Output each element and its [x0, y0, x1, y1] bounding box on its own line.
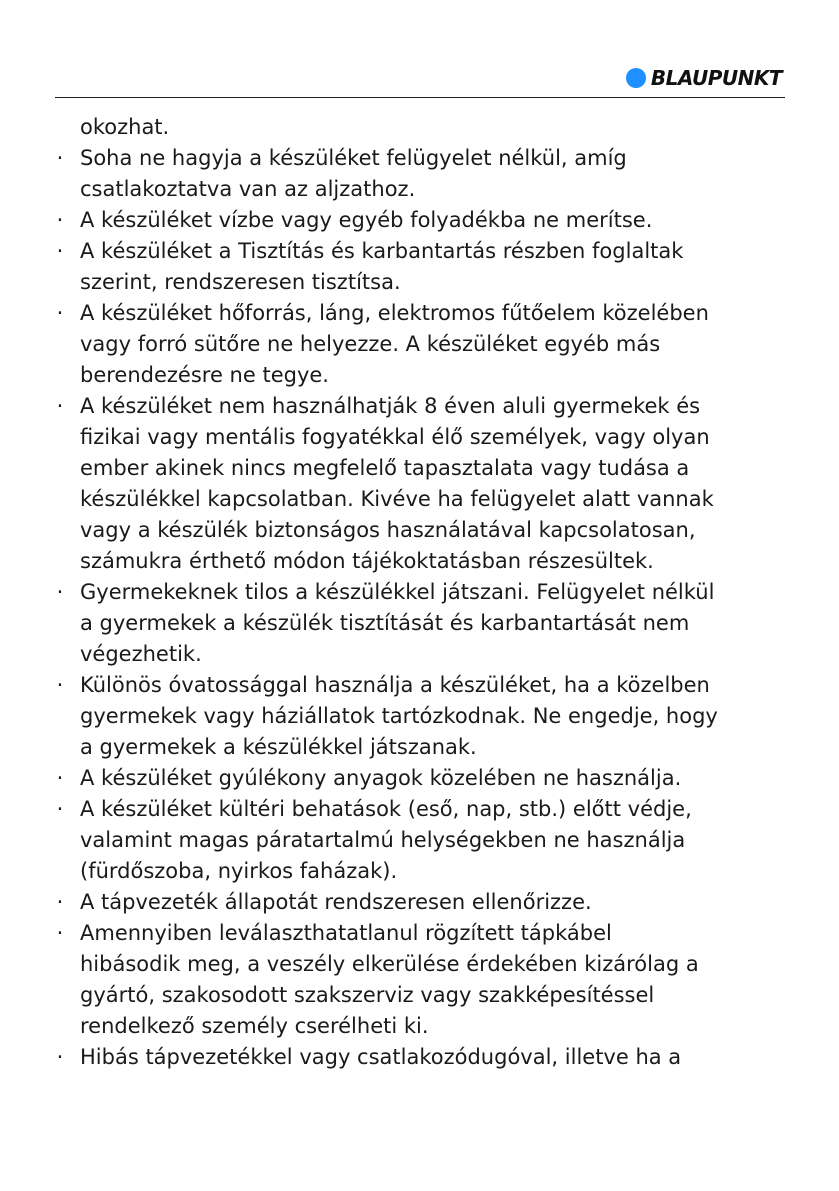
- bullet-text: A készüléket a Tisztítás és karbantartás részben foglaltak szerint, rendszeresen tisztítsa.: [80, 239, 684, 294]
- bullet-text: A készüléket hőforrás, láng, elektromos fűtőelem közelében vagy forró sütőre ne helyezze. A készüléket egyéb más berendezésre ne tegye.: [80, 301, 709, 387]
- bullet-item: [55, 794, 790, 887]
- bullet-dot-icon: ·: [56, 673, 64, 697]
- bullet-text: Hibás tápvezetékkel vagy csatlakozódugóval, illetve ha a: [80, 1045, 682, 1069]
- bullet-text: A készüléket vízbe vagy egyéb folyadékba ne merítse.: [80, 208, 653, 232]
- bullet-dot-icon: ·: [56, 580, 64, 604]
- bullet-text: A tápvezeték állapotát rendszeresen ellenőrizze.: [80, 890, 592, 914]
- bullet-item: [55, 1042, 790, 1073]
- bullet-text: Amennyiben leválaszthatatlanul rögzített tápkábel hibásodik meg, a veszély elkerülése érdekében kizárólag a gyártó, szakosodott szakszerviz vagy szakképesítéssel rendelkező személy cserélheti ki.: [80, 921, 699, 1038]
- bullet-text: Különös óvatossággal használja a készüléket, ha a közelben gyermekek vagy háziállatok tartózkodnak. Ne engedje, hogy a gyermekek a készülékkel játszanak.: [80, 673, 718, 759]
- bullet-dot-icon: ·: [56, 766, 64, 790]
- page-header: [0, 0, 839, 100]
- bullet-dot-icon: ·: [56, 146, 64, 170]
- bullet-text: Gyermekeknek tilos a készülékkel játszani. Felügyelet nélkül a gyermekek a készülék tisztítását és karbantartását nem végezhetik.: [80, 580, 715, 666]
- bullet-dot-icon: ·: [56, 301, 64, 325]
- bullet-item: [55, 918, 790, 1042]
- bullet-item: [55, 670, 790, 763]
- bullet-dot-icon: ·: [56, 921, 64, 945]
- brand-dot-icon: [626, 68, 646, 88]
- bullet-dot-icon: ·: [56, 797, 64, 821]
- bullet-text: A készüléket gyúlékony anyagok közelében ne használja.: [80, 766, 682, 790]
- bullet-dot-icon: ·: [56, 890, 64, 914]
- bullet-item: [55, 298, 790, 391]
- bullet-dot-icon: ·: [56, 208, 64, 232]
- bullet-text: Soha ne hagyja a készüléket felügyelet nélkül, amíg csatlakoztatva van az aljzathoz.: [80, 146, 627, 201]
- bullet-dot-icon: ·: [56, 1045, 64, 1069]
- bullet-text: A készüléket nem használhatják 8 éven aluli gyermekek és fizikai vagy mentális fogyatékkal élő személyek, vagy olyan ember akinek nincs megfelelő tapasztalata vagy tudása a készülékkel kapcsolatban. Kivéve ha felügyelet alatt vannak vagy a készülék biztonságos használatával kapcsolatosan, számukra érthető módon tájékoktatásban részesültek.: [80, 394, 714, 573]
- bullet-item: [55, 236, 790, 298]
- bullet-item: [55, 205, 790, 236]
- bullet-item: [55, 887, 790, 918]
- bullet-item: [55, 143, 790, 205]
- bullet-item: [55, 763, 790, 794]
- bullet-list: [55, 143, 790, 1073]
- continued-text: okozhat.: [80, 115, 170, 139]
- bullet-dot-icon: ·: [56, 394, 64, 418]
- header-divider: [55, 97, 785, 98]
- brand-name: BLAUPUNKT: [650, 66, 782, 90]
- safety-instructions: [55, 112, 790, 1073]
- brand-logo: [626, 66, 782, 90]
- bullet-item: [55, 391, 790, 577]
- bullet-dot-icon: ·: [56, 239, 64, 263]
- bullet-item: [55, 577, 790, 670]
- bullet-text: A készüléket kültéri behatások (eső, nap, stb.) előtt védje, valamint magas páratartalmú helységekben ne használja (fürdőszoba, nyirkos faházak).: [80, 797, 692, 883]
